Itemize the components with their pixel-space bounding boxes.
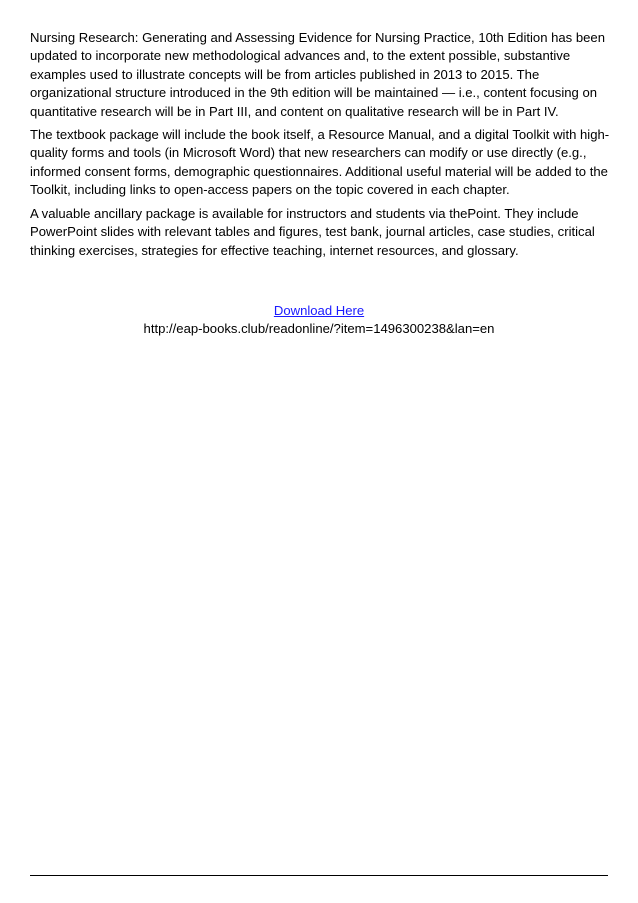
footer-divider <box>30 875 608 876</box>
description-paragraph-1: Nursing Research: Generating and Assessing Evidence for Nursing Practice, 10th Edition has been updated to incorporate new methodological advances and, to the extent possible, substantive examples used to illustrate concepts will be from articles published in 2013 to 2015. The organizational structure introduced in the 9th edition will be maintained — i.e., content focusing on quantitative research will be in Part III, and content on qualitative research will be in Part IV. <box>30 30 605 119</box>
description-paragraph-2: The textbook package will include the book itself, a Resource Manual, and a digital Toolkit with high- quality forms and tools (in Microsoft Word) that new researchers can modify or use directly (e.g., informed consent forms, demographic questionnaires. Additional useful material will be added to the Toolkit, including links to open-access papers on the topic covered in each chapter. <box>30 127 610 198</box>
description-paragraph-3: A valuable ancillary package is available for instructors and students via thePoint. They include PowerPoint slides with relevant tables and figures, test bank, journal articles, case studies, critical thinking exercises, strategies for effective teaching, internet resources, and glossary. <box>30 206 595 258</box>
download-link-container <box>0 302 638 320</box>
download-link[interactable]: Download Here <box>273 303 365 318</box>
download-url-text: http://eap-books.club/readonline/?item=1496300238&lan=en <box>143 321 495 336</box>
